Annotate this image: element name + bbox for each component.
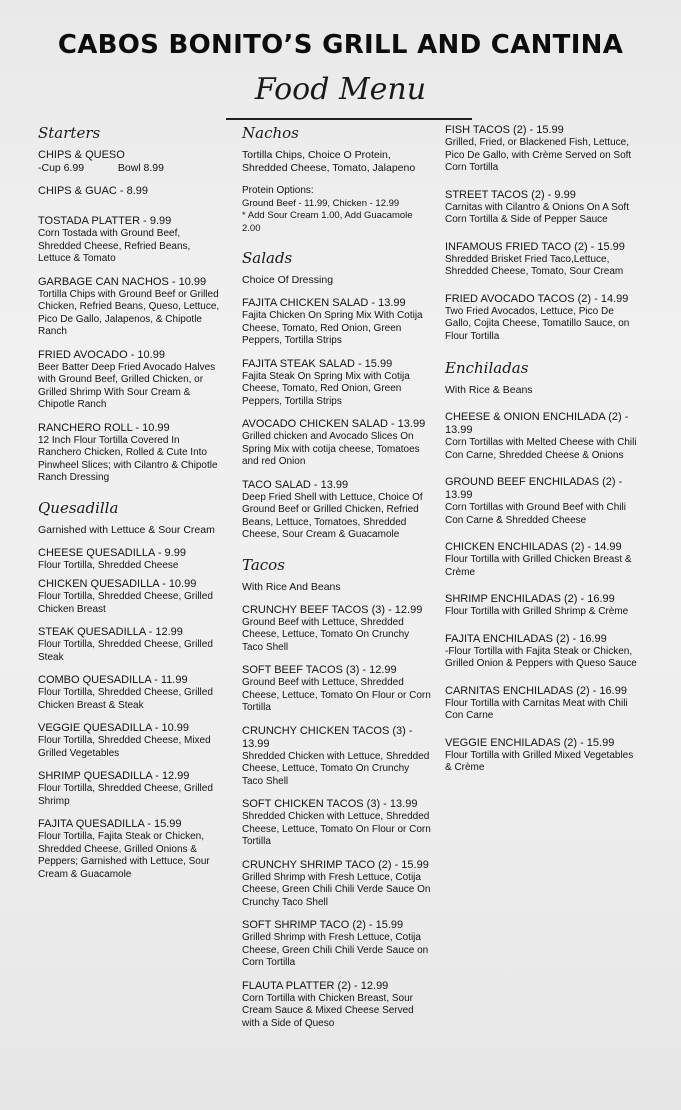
item-price-cup: -Cup 6.99: [38, 162, 85, 174]
menu-item: [445, 541, 640, 579]
item-description: Flour Tortilla with Grilled Shrimp & Crème: [445, 606, 629, 617]
item-name: COMBO QUESADILLA - 11.99: [38, 674, 188, 686]
item-name: FRIED AVOCADO - 10.99: [38, 348, 165, 361]
item-description: Shredded Brisket Fried Taco,Lettuce, Shredded Cheese, Tomato, Sour Cream: [445, 253, 624, 277]
item-name: FAJITA STEAK SALAD - 15.99: [242, 357, 393, 370]
item-name: RANCHERO ROLL - 10.99: [38, 421, 170, 434]
item-description: Ground Beef with Lettuce, Shredded Cheese, Lettuce, Tomato On Crunchy Taco Shell: [242, 616, 410, 653]
item-description: Flour Tortilla with Grilled Chicken Breast & Crème: [445, 554, 632, 578]
section-title-salads: Salads: [242, 249, 293, 267]
item-name: CRUNCHY CHICKEN TACOS (3) - 13.99: [242, 724, 413, 750]
menu-item: [445, 685, 640, 723]
item-description: Shredded Chicken with Lettuce, Shredded Cheese, Lettuce, Tomato On Flour or Corn Tortilla: [242, 811, 431, 847]
item-name: TACO SALAD - 13.99: [242, 478, 349, 491]
item-description: Deep Fried Shell with Lettuce, Choice Of Ground Beef or Grilled Chicken, Refried Beans, Lettuce, Tomatoes, Shredded Cheese, Sour Cream & Guacamole: [242, 491, 423, 540]
column-middle: [242, 124, 432, 1040]
section-note: Choice Of Dressing: [242, 274, 334, 286]
item-description: Grilled Shrimp with Fresh Lettuce, Cotija Cheese, Green Chili Chili Verde Sauce On Crunchy Taco Shell: [242, 871, 431, 908]
item-name: CHEESE QUESADILLA - 9.99: [38, 546, 186, 559]
title-divider: [226, 118, 472, 120]
menu-item: [38, 626, 224, 664]
item-name: CRUNCHY SHRIMP TACO (2) - 15.99: [242, 858, 429, 871]
item-name: SHRIMP ENCHILADAS (2) - 16.99: [445, 593, 615, 605]
item-name: SHRIMP QUESADILLA - 12.99: [38, 770, 190, 782]
item-description: Flour Tortilla, Shredded Cheese, Mixed Grilled Vegetables: [38, 735, 211, 759]
item-description: Flour Tortilla with Grilled Mixed Vegetables & Crème: [445, 749, 634, 773]
menu-item: [242, 297, 432, 348]
item-name: CHIPS & QUESO: [38, 149, 125, 161]
item-description: Corn Tortilla with Chicken Breast, Sour Cream Sauce & Mixed Cheese Served with a Side of Queso: [242, 992, 414, 1029]
menu-item: [38, 349, 224, 412]
menu-item: [242, 358, 432, 409]
item-description: -Flour Tortilla with Fajita Steak or Chicken, Grilled Onion & Peppers with Queso Sauce: [445, 645, 637, 669]
section-title-quesadilla: Quesadilla: [38, 498, 119, 517]
item-name: FLAUTA PLATTER (2) - 12.99: [242, 979, 389, 992]
item-description: Fajita Chicken On Spring Mix With Cotija Cheese, Tomato, Red Onion, Green Peppers, Tortilla Strips: [242, 310, 423, 346]
menu-item: [445, 476, 640, 527]
item-name: CRUNCHY BEEF TACOS (3) - 12.99: [242, 603, 423, 616]
menu-item: [38, 547, 224, 573]
menu-item: [38, 818, 224, 881]
menu-subtitle: Food Menu: [254, 72, 427, 107]
options-line: Ground Beef - 11.99, Chicken - 12.99: [242, 197, 400, 209]
restaurant-title: CABOS BONITO’S GRILL AND CANTINA: [57, 30, 624, 60]
menu-item: [38, 578, 224, 616]
options-line: * Add Sour Cream 1.00, Add Guacamole 2.00: [242, 210, 413, 234]
item-description: Corn Tostada with Ground Beef, Shredded Cheese, Refried Beans, Lettuce & Tomato: [38, 228, 191, 264]
item-description: Tortilla Chips, Choice O Protein, Shredded Cheese, Tomato, Jalapeno: [242, 149, 416, 174]
item-description: Corn Tortillas with Ground Beef with Chili Con Carne & Shredded Cheese: [445, 502, 627, 526]
menu-item: [242, 919, 432, 970]
item-description: Shredded Chicken with Lettuce, Shredded Cheese, Lettuce, Tomato On Crunchy Taco Shell: [242, 750, 430, 787]
section-title-enchiladas: Enchiladas: [445, 359, 529, 377]
menu-item: [242, 725, 432, 789]
nachos-protein-options: [242, 185, 432, 235]
item-name: FAJITA CHICKEN SALAD - 13.99: [242, 297, 406, 309]
menu-item-nachos: [242, 149, 432, 175]
menu-item: [38, 674, 224, 712]
item-description: Flour Tortilla, Shredded Cheese, Grilled Chicken Breast & Steak: [38, 687, 213, 711]
item-name: CHICKEN ENCHILADAS (2) - 14.99: [445, 541, 622, 553]
column-right: [445, 124, 640, 785]
item-name: GARBAGE CAN NACHOS - 10.99: [38, 275, 207, 288]
menu-item: [242, 418, 432, 469]
section-note: Garnished with Lettuce & Sour Cream: [38, 523, 215, 536]
item-name: FAJITA ENCHILADAS (2) - 16.99: [445, 632, 607, 645]
item-description: Fajita Steak On Spring Mix with Cotija Cheese, Tomato, Red Onion, Green Peppers, Tortilla Strips: [242, 370, 410, 407]
item-description: Carnitas with Cilantro & Onions On A Soft Corn Tortilla & Side of Pepper Sauce: [445, 201, 629, 225]
item-description: Flour Tortilla, Shredded Cheese: [38, 559, 179, 571]
item-name: SOFT CHICKEN TACOS (3) - 13.99: [242, 798, 418, 810]
item-name: SOFT BEEF TACOS (3) - 12.99: [242, 664, 397, 676]
menu-item: [445, 124, 640, 175]
item-description: Flour Tortilla, Shredded Cheese, Grilled Chicken Breast: [38, 591, 213, 615]
column-left: [38, 124, 224, 891]
item-name: INFAMOUS FRIED TACO (2) - 15.99: [445, 240, 625, 253]
item-description: Two Fried Avocados, Lettuce, Pico De Gallo, Cojita Cheese, Tomatillo Sauce, on Flour Tortilla: [445, 305, 630, 342]
section-note: With Rice & Beans: [445, 384, 533, 396]
item-description: Flour Tortilla, Fajita Steak or Chicken, Shredded Cheese, Grilled Onions & Peppers; Garnished with Lettuce, Sour Cream & Guacamole: [38, 831, 210, 880]
item-description: Beer Batter Deep Fried Avocado Halves with Ground Beef, Grilled Chicken, or Grilled Shrimp With Sour Cream & Chipotle Ranch: [38, 361, 216, 410]
chips-queso-sizes: [38, 162, 164, 175]
menu-item: [445, 241, 640, 279]
menu-item: [445, 293, 640, 344]
menu-item: [445, 633, 640, 671]
item-description: Flour Tortilla with Carnitas Meat with Chili Con Carne: [445, 697, 628, 721]
menu-item: [445, 593, 640, 619]
item-name: CHICKEN QUESADILLA - 10.99: [38, 578, 197, 590]
section-note: With Rice And Beans: [242, 580, 341, 593]
item-description: Grilled Shrimp with Fresh Lettuce, Cotija Cheese, Green Chili Chili Verde Sauce on Corn Tortilla: [242, 932, 429, 968]
item-price-bowl: Bowl 8.99: [117, 162, 164, 174]
section-title-nachos: Nachos: [242, 124, 299, 142]
item-description: Corn Tortillas with Melted Cheese with Chili Con Carne, Shredded Cheese & Onions: [445, 437, 637, 461]
menu-item: [445, 411, 640, 462]
menu-item: [242, 798, 432, 849]
item-description: Tortilla Chips with Ground Beef or Grilled Chicken, Refried Beans, Queso, Lettuce, Pico De Gallo, Jalapenos, & Chipotle Ranch: [38, 288, 220, 337]
menu-item: [242, 664, 432, 715]
item-name: FISH TACOS (2) - 15.99: [445, 124, 564, 136]
item-description: Ground Beef with Lettuce, Shredded Cheese, Lettuce, Tomato On Flour or Corn Tortilla: [242, 677, 431, 713]
menu-item: [38, 422, 224, 485]
menu-item: [242, 859, 432, 910]
item-name: FRIED AVOCADO TACOS (2) - 14.99: [445, 292, 629, 305]
item-description: Grilled chicken and Avocado Slices On Spring Mix with cotija cheese, Tomatoes and red Onion: [242, 431, 420, 467]
menu-item: [38, 770, 224, 808]
item-description: Flour Tortilla, Shredded Cheese, Grilled Steak: [38, 639, 213, 663]
menu-item: [242, 980, 432, 1031]
menu-item-chips-queso: [38, 149, 224, 175]
item-name: GROUND BEEF ENCHILADAS (2) - 13.99: [445, 476, 623, 501]
menu-item: [38, 276, 224, 339]
item-name: VEGGIE ENCHILADAS (2) - 15.99: [445, 736, 615, 749]
menu-item: [38, 215, 224, 266]
item-name: STREET TACOS (2) - 9.99: [445, 188, 576, 201]
options-title: Protein Options:: [242, 185, 314, 196]
menu-item: [445, 189, 640, 227]
menu-item: [38, 185, 224, 198]
item-name: CHEESE & ONION ENCHILADA (2) - 13.99: [445, 411, 629, 436]
item-description: Flour Tortilla, Shredded Cheese, Grilled Shrimp: [38, 783, 213, 807]
item-description: 12 Inch Flour Tortilla Covered In Ranchero Chicken, Rolled & Cute Into Pinwheel Slices; with Cilantro & Chipotle Ranch Dressing: [38, 434, 218, 483]
item-name: CHIPS & GUAC - 8.99: [38, 185, 149, 197]
item-name: CARNITAS ENCHILADAS (2) - 16.99: [445, 684, 627, 697]
item-name: VEGGIE QUESADILLA - 10.99: [38, 722, 190, 734]
menu-item: [445, 737, 640, 775]
item-name: AVOCADO CHICKEN SALAD - 13.99: [242, 418, 426, 430]
item-name: STEAK QUESADILLA - 12.99: [38, 626, 183, 638]
section-title-starters: Starters: [38, 124, 101, 142]
item-name: TOSTADA PLATTER - 9.99: [38, 215, 172, 227]
item-name: SOFT SHRIMP TACO (2) - 15.99: [242, 919, 404, 931]
item-name: FAJITA QUESADILLA - 15.99: [38, 818, 182, 830]
section-title-tacos: Tacos: [242, 555, 285, 574]
menu-item: [242, 479, 432, 542]
item-description: Grilled, Fried, or Blackened Fish, Lettuce, Pico De Gallo, with Crème Served on Soft Corn Tortilla: [445, 137, 632, 173]
menu-item: [38, 722, 224, 760]
menu-item: [242, 604, 432, 655]
